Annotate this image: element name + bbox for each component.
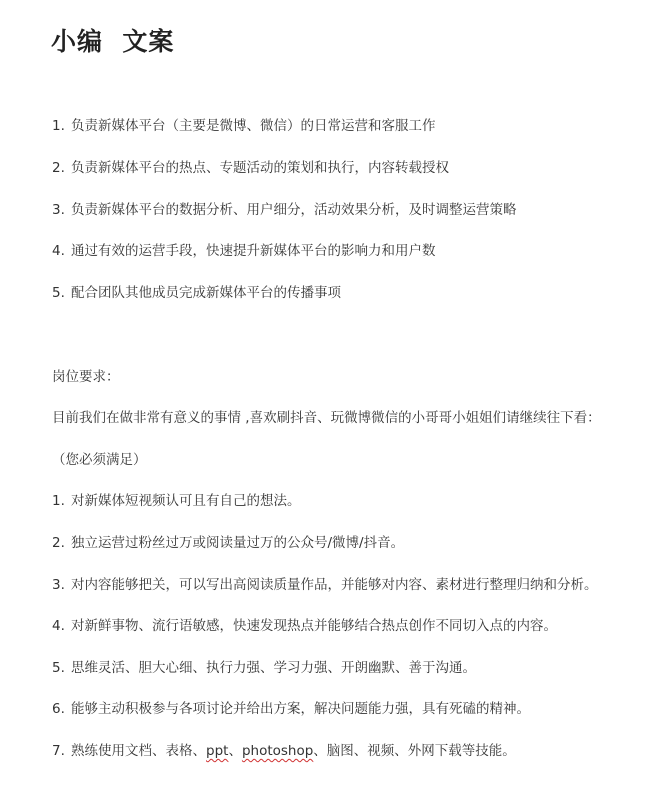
duty-item — [52, 117, 436, 135]
item-number: 5. — [52, 285, 65, 301]
item-number: 3. — [52, 202, 65, 218]
item-text: 对内容能够把关，可以写出高阅读质量作品，并能够对内容、素材进行整理归纳和分析。 — [71, 577, 598, 593]
skills-prefix: 熟练使用文档、表格、 — [71, 743, 206, 759]
separator: 、 — [228, 743, 242, 759]
page-title: 小编 文案 — [51, 27, 175, 56]
item-text: 能够主动积极参与各项讨论并给出方案，解决问题能力强，具有死磕的精神。 — [71, 701, 530, 717]
must-meet-note: （您必须满足） — [52, 452, 147, 468]
requirement-item — [52, 492, 301, 510]
item-number: 2. — [52, 535, 65, 551]
requirement-item — [52, 534, 404, 552]
requirements-intro: 目前我们在做非常有意义的事情 ,喜欢刷抖音、玩微博微信的小哥哥小姐姐们请继续往下看： — [52, 410, 601, 426]
item-number: 7. — [52, 743, 65, 759]
duty-item — [52, 284, 341, 302]
item-number: 4. — [52, 243, 65, 259]
duty-item — [52, 201, 517, 219]
item-text: 思维灵活、胆大心细、执行力强、学习力强、开朗幽默、善于沟通。 — [71, 660, 476, 676]
item-text: 配合团队其他成员完成新媒体平台的传播事项 — [71, 285, 341, 301]
duty-item — [52, 159, 449, 177]
item-number: 1. — [52, 493, 65, 509]
item-text: 负责新媒体平台的数据分析、用户细分，活动效果分析，及时调整运营策略 — [71, 202, 517, 218]
spellcheck-word-photoshop: photoshop — [241, 743, 314, 759]
item-number: 2. — [52, 160, 65, 176]
item-text: 负责新媒体平台（主要是微博、微信）的日常运营和客服工作 — [71, 118, 436, 134]
requirements-heading: 岗位要求： — [52, 369, 120, 385]
item-text: 独立运营过粉丝过万或阅读量过万的公众号/微博/抖音。 — [71, 535, 405, 551]
item-number: 5. — [52, 660, 65, 676]
item-text: 对新媒体短视频认可且有自己的想法。 — [71, 493, 301, 509]
spellcheck-word-ppt: ppt — [206, 743, 229, 759]
requirement-item — [52, 576, 598, 594]
item-number: 4. — [52, 618, 65, 634]
requirement-item — [52, 617, 557, 635]
item-number: 3. — [52, 577, 65, 593]
duty-item — [52, 242, 436, 260]
item-text: 负责新媒体平台的热点、专题活动的策划和执行，内容转载授权 — [71, 160, 449, 176]
item-number: 1. — [52, 118, 65, 134]
requirement-item — [52, 700, 530, 718]
requirement-item — [52, 742, 516, 760]
item-text: 通过有效的运营手段，快速提升新媒体平台的影响力和用户数 — [71, 243, 436, 259]
item-text: 对新鲜事物、流行语敏感，快速发现热点并能够结合热点创作不同切入点的内容。 — [71, 618, 557, 634]
item-number: 6. — [52, 701, 65, 717]
skills-suffix: 、脑图、视频、外网下载等技能。 — [313, 743, 516, 759]
requirement-item — [52, 659, 476, 677]
